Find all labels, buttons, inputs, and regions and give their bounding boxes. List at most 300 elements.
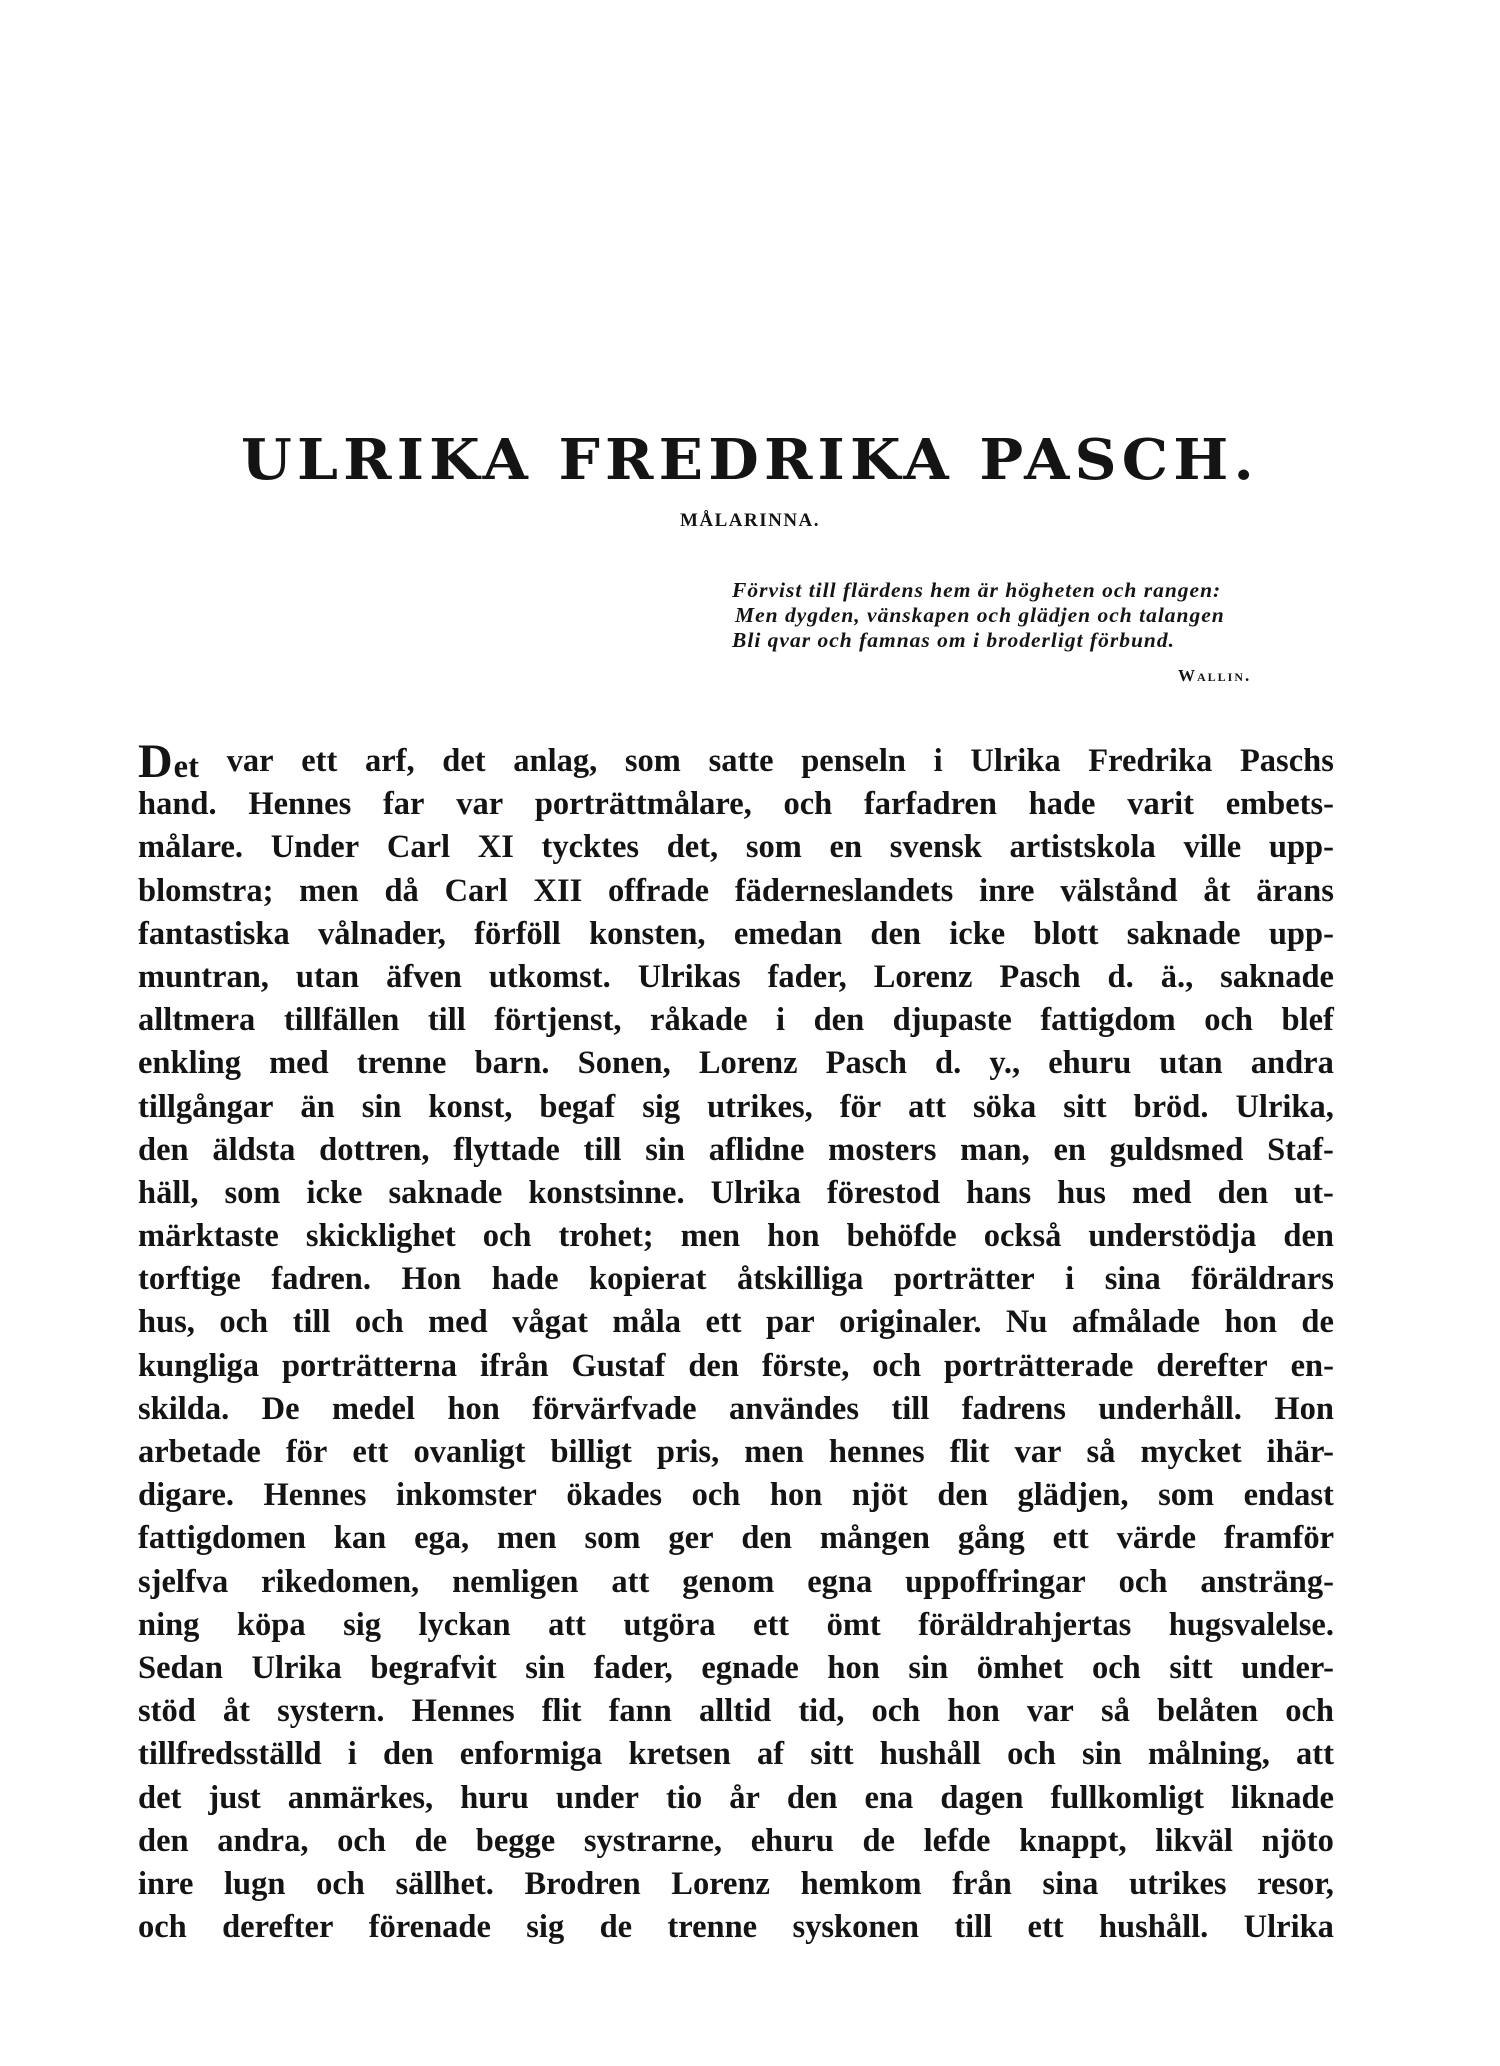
- word: sina: [1104, 1261, 1161, 1298]
- word: Hon: [401, 1261, 462, 1298]
- word: äldsta: [212, 1131, 296, 1168]
- word: och: [482, 1218, 532, 1255]
- word: fadren.: [271, 1261, 372, 1298]
- word: behöfde: [846, 1218, 957, 1255]
- word: var: [1014, 1434, 1062, 1470]
- word: rikedomen,: [261, 1563, 420, 1600]
- word: målning,: [1147, 1736, 1270, 1773]
- word: d.: [935, 1045, 962, 1082]
- word: Ulrika: [970, 743, 1061, 779]
- word: par: [765, 1304, 815, 1341]
- word: till: [427, 1002, 466, 1039]
- word: var: [1026, 1693, 1074, 1730]
- word: saknade: [1220, 958, 1334, 995]
- word: de: [862, 1822, 895, 1859]
- word: till: [583, 1131, 622, 1168]
- word: stöd: [138, 1693, 196, 1730]
- word: hon: [447, 1390, 500, 1427]
- word: uppoffringar: [905, 1563, 1086, 1600]
- word: med: [428, 1304, 488, 1341]
- word: Ulrika: [1243, 1909, 1334, 1946]
- word: medel: [331, 1390, 416, 1427]
- word: men: [299, 872, 359, 909]
- word: ett: [301, 743, 338, 779]
- word: ger: [668, 1520, 714, 1557]
- word: fäderneslandets: [734, 872, 954, 909]
- word: syskonen: [792, 1909, 919, 1946]
- word: utrikes: [1129, 1865, 1227, 1902]
- word: hade: [1028, 786, 1096, 823]
- word: märktaste: [138, 1218, 279, 1255]
- body-line: [138, 870, 1334, 913]
- word: förenade: [368, 1909, 491, 1946]
- word: aflidne: [708, 1131, 805, 1168]
- word: d.: [1107, 958, 1134, 995]
- word: sig: [343, 1606, 381, 1643]
- word: som: [584, 1520, 641, 1557]
- word: hemkom: [800, 1865, 922, 1902]
- word: åtskilliga: [736, 1261, 864, 1298]
- word: att: [908, 1088, 947, 1125]
- body-line: [138, 1345, 1334, 1388]
- word: hon: [947, 1693, 1000, 1730]
- word: alltid: [698, 1693, 772, 1730]
- body-line: [138, 1820, 1334, 1863]
- word: konst,: [428, 1088, 513, 1125]
- word: penseln: [801, 743, 906, 779]
- word: inre: [138, 1865, 194, 1902]
- word: målare.: [138, 829, 243, 866]
- body-text: [138, 735, 1334, 1949]
- body-line: [138, 1129, 1334, 1172]
- body-line: [138, 956, 1334, 999]
- word: icke: [949, 915, 1006, 952]
- word: i: [776, 1002, 786, 1039]
- body-line: [138, 1388, 1334, 1431]
- word: med: [269, 1045, 329, 1082]
- word: Sedan: [138, 1649, 223, 1686]
- word: det: [442, 743, 486, 779]
- word: Ulrika: [710, 1174, 801, 1211]
- word: och: [219, 1304, 269, 1341]
- word: ehuru: [750, 1822, 834, 1859]
- body-line: [138, 1301, 1334, 1344]
- word: som: [224, 1174, 281, 1211]
- word: trohet;: [558, 1218, 654, 1255]
- body-line: [138, 1690, 1334, 1733]
- word: De: [261, 1390, 300, 1427]
- word: förestod: [826, 1174, 941, 1211]
- word: nemligen: [452, 1563, 579, 1600]
- word: ett: [705, 1304, 742, 1341]
- word: mosters: [828, 1131, 937, 1168]
- word: som: [624, 743, 681, 779]
- word: sällhet.: [395, 1865, 494, 1902]
- word: bröd.: [1133, 1088, 1209, 1125]
- word: Carl: [444, 872, 508, 909]
- word: också: [983, 1218, 1062, 1255]
- word: sin: [361, 1088, 402, 1125]
- word: och: [1007, 1736, 1056, 1773]
- word: och: [871, 1693, 921, 1730]
- word: en: [829, 829, 863, 866]
- word: år: [729, 1779, 760, 1816]
- word: den: [1217, 1174, 1269, 1211]
- word: upp-: [1268, 915, 1334, 952]
- word: förvärfvade: [532, 1390, 697, 1427]
- body-line: [138, 1604, 1334, 1647]
- word: Hon: [1274, 1390, 1334, 1427]
- word: den: [138, 1131, 189, 1168]
- word: lugn: [224, 1865, 286, 1902]
- word: utkomst.: [488, 958, 611, 995]
- word: hon: [769, 1477, 823, 1514]
- body-line: [138, 826, 1334, 869]
- word: ä.,: [1160, 958, 1194, 995]
- word: ehuru: [1048, 1045, 1132, 1082]
- word: resor,: [1257, 1865, 1334, 1902]
- word: sitt: [1063, 1088, 1107, 1125]
- epigraph-line: Bli qvar och famnas om i broderligt förbund.: [732, 628, 1175, 652]
- word: i: [933, 743, 943, 779]
- word: lyckan: [418, 1606, 511, 1643]
- word: och: [1091, 1649, 1141, 1686]
- word: muntran,: [138, 958, 269, 995]
- word: pris,: [656, 1434, 720, 1470]
- word: tycktes: [541, 829, 640, 866]
- word: ett: [1027, 1909, 1064, 1946]
- word: fader,: [593, 1649, 673, 1686]
- word: alltmera: [138, 1002, 256, 1039]
- epigraph: [732, 578, 1312, 653]
- word: förföll: [474, 915, 561, 952]
- body-line: [138, 1215, 1334, 1258]
- word: och: [316, 1865, 365, 1902]
- word: Brodren: [524, 1865, 641, 1902]
- word: sig: [526, 1909, 565, 1946]
- word: ena: [864, 1779, 914, 1816]
- word: välstånd: [1060, 872, 1178, 909]
- word: sin: [525, 1649, 566, 1686]
- word: den: [741, 1520, 792, 1557]
- word: tio: [666, 1779, 703, 1816]
- subtitle: MÅLARINNA.: [679, 510, 821, 531]
- word: var: [226, 743, 274, 779]
- word: inre: [979, 872, 1035, 909]
- word: Carl: [386, 829, 451, 866]
- word: det,: [666, 829, 719, 866]
- word: ömhet: [976, 1649, 1064, 1686]
- word: torftige: [138, 1261, 241, 1298]
- word: svensk: [889, 829, 982, 866]
- body-line: [138, 913, 1334, 956]
- word: porträtterade: [943, 1347, 1134, 1384]
- word: originaler.: [839, 1304, 982, 1341]
- word: arf,: [364, 743, 415, 779]
- word: hennes: [828, 1434, 925, 1470]
- word: hon: [827, 1649, 880, 1686]
- word: Sonen,: [577, 1045, 671, 1082]
- word: den: [937, 1477, 988, 1514]
- word: systrarne,: [583, 1822, 722, 1859]
- word: ville: [1183, 829, 1242, 866]
- word: ökades: [566, 1477, 663, 1514]
- body-line: [138, 1777, 1334, 1820]
- word: belåten: [1157, 1693, 1259, 1730]
- body-line: [138, 1733, 1334, 1776]
- word: Nu: [1005, 1304, 1048, 1341]
- word: Lorenz: [671, 1865, 770, 1902]
- word: egnade: [701, 1649, 799, 1686]
- word: ut-: [1294, 1174, 1334, 1211]
- word: Pasch: [999, 958, 1081, 995]
- word: XII: [533, 872, 583, 909]
- word: dagen: [940, 1779, 1024, 1816]
- word: porträttmålare,: [534, 786, 752, 823]
- word: den: [786, 1779, 838, 1816]
- word: mången: [819, 1520, 931, 1557]
- word: föräldrars: [1191, 1261, 1334, 1298]
- word: ihär-: [1266, 1434, 1334, 1470]
- word: en: [1053, 1131, 1086, 1168]
- word: Hennes: [411, 1693, 515, 1730]
- word: Ulrika,: [1235, 1088, 1334, 1125]
- word: sitt: [1169, 1649, 1213, 1686]
- word: andra,: [217, 1822, 309, 1859]
- word: endast: [1243, 1477, 1334, 1514]
- word: den: [813, 1002, 865, 1039]
- word: ovanligt: [413, 1434, 526, 1470]
- word: genom: [682, 1563, 775, 1600]
- word: och: [354, 1304, 404, 1341]
- word: afmålade: [1071, 1304, 1201, 1341]
- word: Staf-: [1267, 1131, 1334, 1168]
- body-line: [138, 1561, 1334, 1604]
- word: att: [548, 1606, 586, 1643]
- word: var: [456, 786, 504, 823]
- word: och: [1285, 1693, 1334, 1730]
- word: man,: [960, 1131, 1030, 1168]
- word: mycket: [1140, 1434, 1242, 1470]
- word: hus: [1057, 1174, 1106, 1211]
- word: föräldrahjertas: [918, 1606, 1132, 1643]
- word: fann: [608, 1693, 672, 1730]
- word: värde: [1116, 1520, 1197, 1557]
- word: sin: [1082, 1736, 1122, 1773]
- word: ett: [352, 1434, 389, 1470]
- word: huru: [460, 1779, 529, 1816]
- word: andra: [1250, 1045, 1334, 1082]
- word: de: [1301, 1304, 1334, 1341]
- word: att: [611, 1563, 650, 1600]
- word: de: [599, 1909, 633, 1946]
- word: men: [744, 1434, 804, 1470]
- word: underhåll.: [1098, 1390, 1242, 1427]
- word: enformiga: [459, 1736, 603, 1773]
- word: ömt: [826, 1606, 881, 1643]
- word: och: [1118, 1563, 1168, 1600]
- body-line: [138, 1517, 1334, 1560]
- word: och: [1204, 1002, 1253, 1039]
- word: icke: [306, 1174, 363, 1211]
- word: porträtterna: [281, 1347, 458, 1384]
- word: derefter: [222, 1909, 334, 1946]
- word: fattigdom: [1040, 1002, 1176, 1039]
- word: flit: [541, 1693, 582, 1730]
- body-line: [138, 1647, 1334, 1690]
- body-line: [138, 1863, 1334, 1906]
- word: från: [952, 1865, 1012, 1902]
- word: och: [138, 1909, 187, 1946]
- word: den: [870, 915, 921, 952]
- word: tillfällen: [283, 1002, 400, 1039]
- word: guldsmed: [1109, 1131, 1244, 1168]
- word: de: [414, 1822, 448, 1859]
- body-line: [138, 1474, 1334, 1517]
- word: Pasch: [825, 1045, 907, 1082]
- word: förste,: [761, 1347, 850, 1384]
- word: häll,: [138, 1174, 199, 1211]
- word: som: [745, 829, 802, 866]
- word: kopierat: [589, 1261, 707, 1298]
- body-line: [138, 783, 1334, 826]
- word: fantastiska: [138, 915, 290, 952]
- word: den: [1283, 1218, 1334, 1255]
- drop-cap: D: [138, 735, 173, 788]
- word: blef: [1281, 1002, 1334, 1039]
- word: saknade: [388, 1174, 503, 1211]
- word: i: [347, 1736, 357, 1773]
- word: då: [384, 872, 419, 909]
- body-line: [138, 1172, 1334, 1215]
- word: skicklighet: [305, 1218, 456, 1255]
- word: porträtter: [893, 1261, 1035, 1298]
- word: utan: [1159, 1045, 1223, 1082]
- word: lefde: [923, 1822, 991, 1859]
- word: Under: [270, 829, 360, 866]
- word: utan: [295, 958, 360, 995]
- word: hushåll.: [1098, 1909, 1209, 1946]
- word: XI: [477, 829, 514, 866]
- word: och: [872, 1347, 922, 1384]
- word: konsten,: [589, 915, 706, 952]
- word: kungliga: [138, 1347, 260, 1384]
- word: kan: [333, 1520, 387, 1557]
- word: till: [954, 1909, 993, 1946]
- word: hans: [966, 1174, 1032, 1211]
- word: än: [300, 1088, 335, 1125]
- word: framför: [1223, 1520, 1334, 1557]
- word: begaf: [539, 1088, 616, 1125]
- word: anlag,: [513, 743, 598, 779]
- page-title: ULRIKA FREDRIKA PASCH.: [241, 427, 1259, 493]
- word: ärans: [1256, 872, 1334, 909]
- word: begge: [475, 1822, 556, 1859]
- word: Ulrika: [251, 1649, 342, 1686]
- word: digare.: [138, 1477, 234, 1514]
- word: måla: [612, 1304, 681, 1341]
- word: hugsvalelse.: [1168, 1606, 1334, 1643]
- word: flyttade: [453, 1131, 560, 1168]
- word: Fredrika: [1088, 743, 1213, 779]
- word: till: [292, 1304, 331, 1341]
- word: sin: [645, 1131, 685, 1168]
- word: inkomster: [396, 1477, 537, 1514]
- word: Lorenz: [698, 1045, 798, 1082]
- word: systern.: [277, 1693, 385, 1730]
- word: y.,: [989, 1045, 1021, 1082]
- word: emedan: [733, 915, 843, 952]
- word: kretsen: [628, 1736, 731, 1773]
- word: glädjen,: [1017, 1477, 1129, 1514]
- word: så: [1100, 1693, 1130, 1730]
- word: gång: [957, 1520, 1025, 1557]
- word: konstsinne.: [528, 1174, 685, 1211]
- word: barn.: [474, 1045, 550, 1082]
- word: enkling: [138, 1045, 241, 1082]
- word: skilda.: [138, 1390, 230, 1427]
- word: Ulrikas: [637, 958, 741, 995]
- word: och: [337, 1822, 386, 1859]
- word: den: [688, 1347, 739, 1384]
- word: att: [1296, 1736, 1334, 1773]
- word: hus,: [138, 1304, 195, 1341]
- word: trenne: [667, 1909, 758, 1946]
- body-line: [138, 1086, 1334, 1129]
- word: sitt: [810, 1736, 854, 1773]
- word: åt: [1203, 872, 1231, 909]
- word: fader,: [767, 958, 847, 995]
- word: tillfredsställd: [138, 1736, 322, 1773]
- word: fattigdomen: [138, 1520, 306, 1557]
- word: utgöra: [623, 1606, 716, 1643]
- word: egna: [807, 1563, 873, 1600]
- word: köpa: [236, 1606, 306, 1643]
- word: vålnader,: [317, 915, 446, 952]
- word: den: [382, 1736, 434, 1773]
- word: djupaste: [892, 1002, 1012, 1039]
- word: ifrån: [479, 1347, 549, 1384]
- word: begrafvit: [370, 1649, 497, 1686]
- word: sin: [908, 1649, 949, 1686]
- word: saknade: [1126, 915, 1241, 952]
- word: förtjenst,: [494, 1002, 622, 1039]
- word: sig: [642, 1088, 681, 1125]
- word: hand.: [138, 786, 217, 823]
- word: hon: [1224, 1304, 1277, 1341]
- epigraph-line: Förvist till flärdens hem är högheten och rangen:: [732, 578, 1222, 602]
- word: offrade: [608, 872, 710, 909]
- word: just: [208, 1779, 261, 1816]
- word: fullkomligt: [1050, 1779, 1204, 1816]
- word: Det: [138, 735, 199, 788]
- word: som: [1158, 1477, 1215, 1514]
- epigraph-line: Men dygden, vänskapen och glädjen och talangen: [735, 603, 1225, 627]
- body-line: [138, 1431, 1334, 1474]
- word: fadrens: [961, 1390, 1066, 1427]
- word: arbetade: [138, 1434, 261, 1470]
- word: så: [1086, 1434, 1116, 1470]
- body-line: [138, 1042, 1334, 1085]
- word: till: [891, 1390, 930, 1427]
- word: njöt: [851, 1477, 908, 1514]
- word: sina: [1042, 1865, 1099, 1902]
- word: billigt: [550, 1434, 632, 1470]
- word: tid,: [798, 1693, 845, 1730]
- word: far: [382, 786, 425, 823]
- word: sjelfva: [138, 1563, 229, 1600]
- word: derefter: [1156, 1347, 1268, 1384]
